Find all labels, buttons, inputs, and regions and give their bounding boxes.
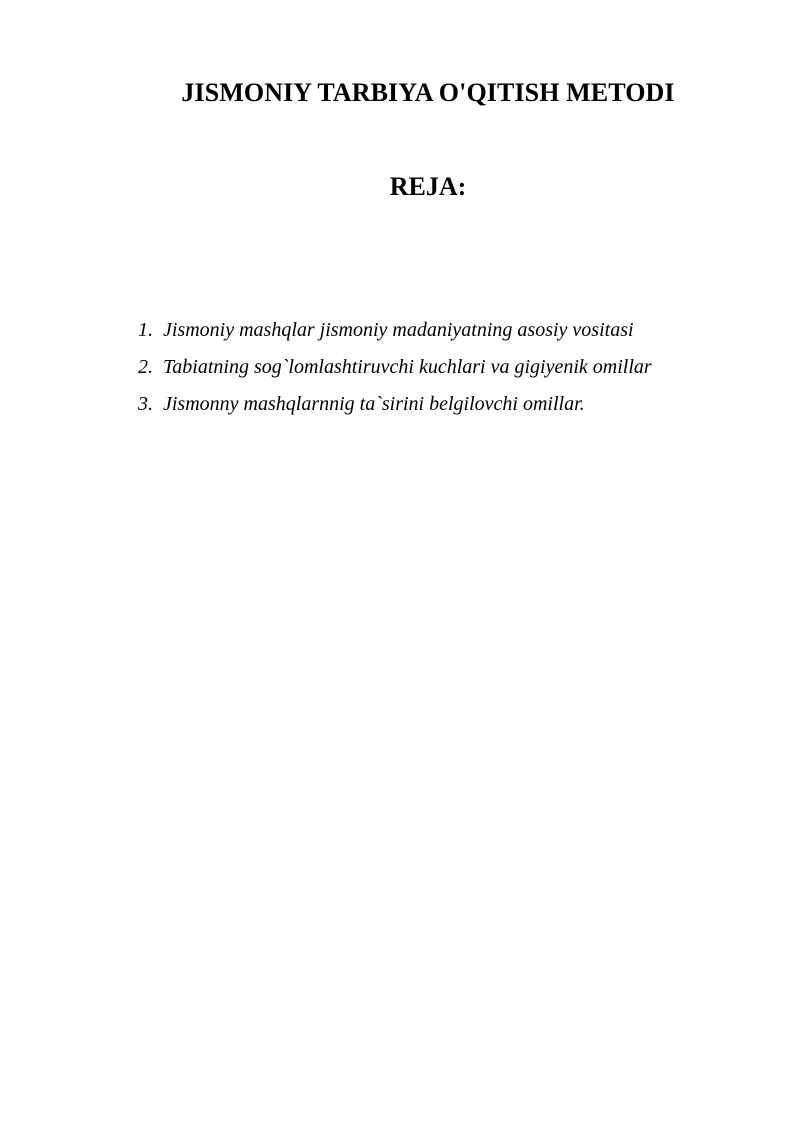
plan-heading: REJA: (389, 172, 467, 201)
plan-item-1 (138, 312, 652, 349)
plan-item-text: Jismonny mashqlarnnig ta`sirini belgilovchi omillar. (163, 393, 585, 415)
plan-item-number: 1. (138, 319, 153, 341)
plan-list (138, 312, 652, 423)
plan-item-number: 3. (138, 393, 153, 415)
plan-item-number: 2. (138, 356, 153, 378)
plan-item-2 (138, 349, 652, 386)
plan-item-text: Tabiatning sog`lomlashtiruvchi kuchlari va gigiyenik omillar (163, 356, 652, 378)
plan-item-text: Jismoniy mashqlar jismoniy madaniyatning asosiy vositasi (163, 319, 634, 341)
plan-item-3 (138, 386, 652, 423)
document-title: JISMONIY TARBIYA O'QITISH METODI (181, 78, 675, 107)
